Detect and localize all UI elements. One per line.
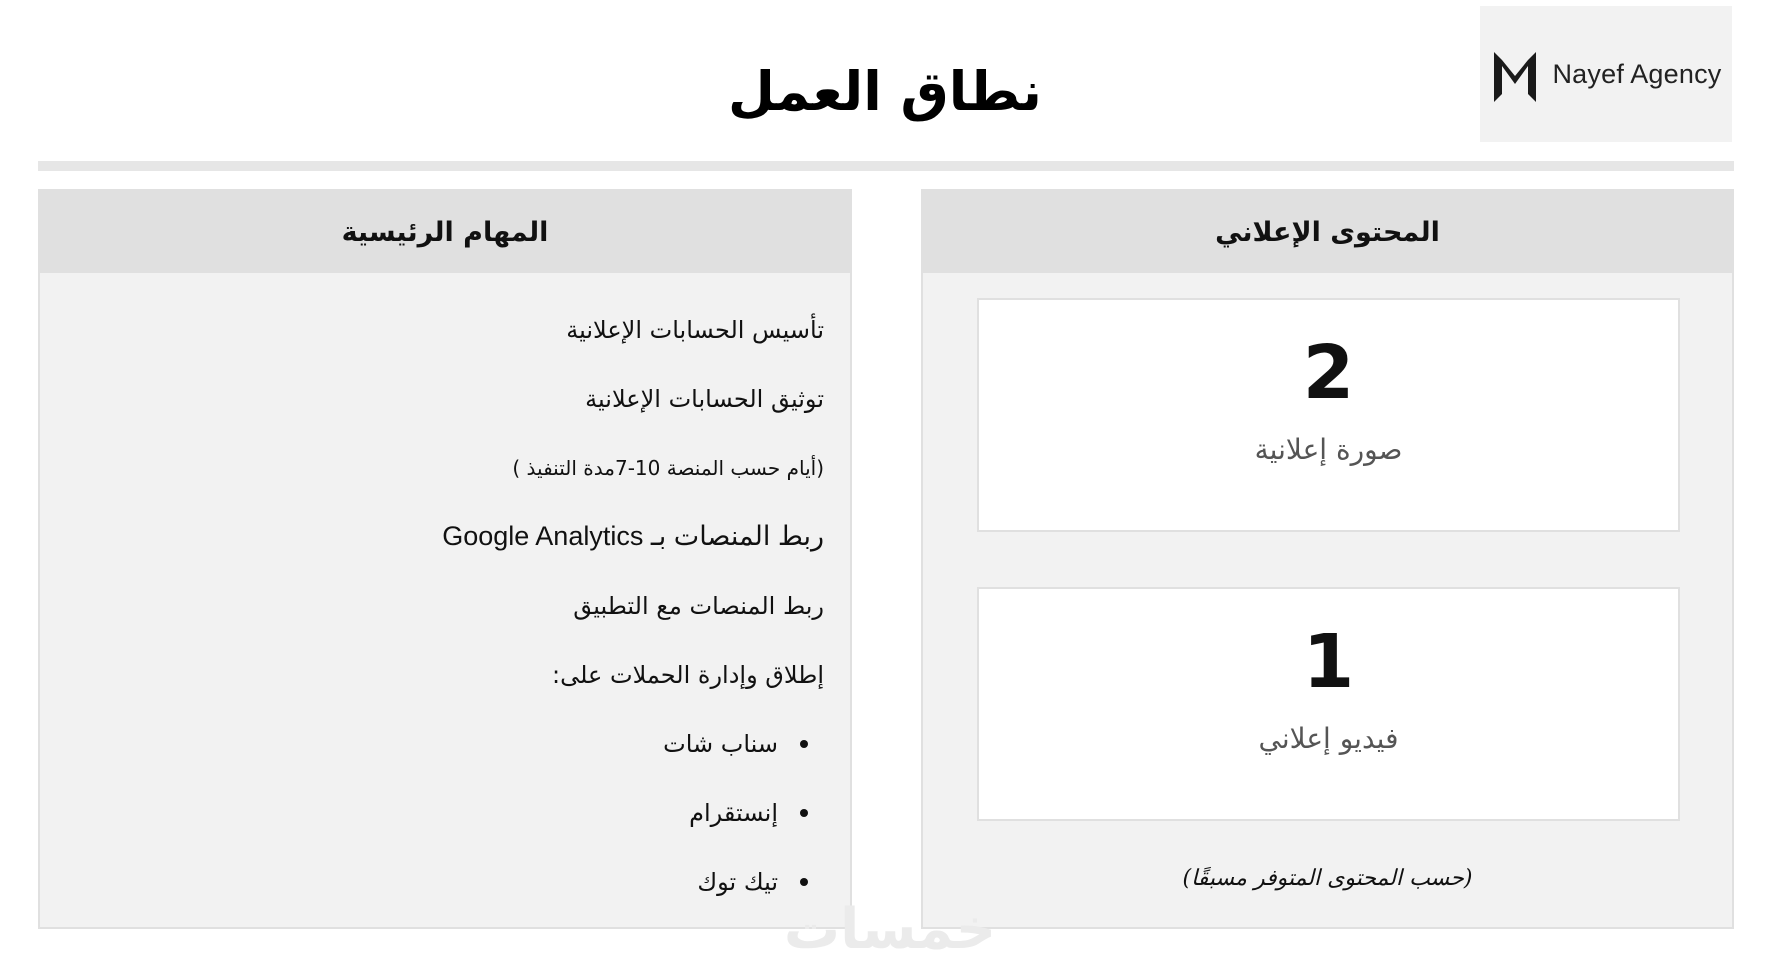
bullet-icon [800, 878, 808, 886]
platform-label: إنستقرام [689, 798, 778, 827]
stat-card-videos [977, 587, 1680, 821]
platform-item [84, 847, 824, 916]
stat-number: 1 [1302, 619, 1355, 705]
stat-card-images [977, 298, 1680, 532]
stat-label: صورة إعلانية [1254, 433, 1403, 466]
task-item: ربط المنصات بـ Google Analytics [442, 521, 824, 551]
task-item: تأسيس الحسابات الإعلانية [566, 315, 824, 344]
main-tasks-panel [38, 189, 852, 929]
task-item: إطلاق وإدارة الحملات على: [552, 660, 824, 689]
platform-item [84, 778, 824, 847]
task-item-duration: (أيام حسب المنصة 10-7مدة التنفيذ ) [512, 455, 824, 480]
platform-label: سناب شات [663, 729, 778, 758]
header-divider [38, 161, 1734, 171]
logo-text: Nayef Agency [1552, 58, 1722, 89]
stat-label: فيديو إعلاني [1258, 722, 1399, 755]
platform-item [84, 709, 824, 778]
platform-label: تيك توك [697, 867, 778, 896]
stat-number: 2 [1302, 330, 1355, 416]
tasks-list [84, 295, 824, 916]
content-note: (حسب المحتوى المتوفر مسبقًا) [1182, 866, 1473, 891]
agency-logo [1480, 6, 1732, 142]
bullet-icon [800, 809, 808, 817]
ad-content-panel [921, 189, 1734, 929]
ad-content-heading: المحتوى الإعلاني [923, 191, 1732, 273]
task-item: توثيق الحسابات الإعلانية [585, 384, 824, 413]
page-title: نطاق العمل [728, 60, 1042, 123]
logo-mark-icon [1490, 44, 1540, 104]
watermark-logo: خمسات [783, 897, 997, 962]
main-tasks-heading: المهام الرئيسية [40, 191, 850, 273]
task-item: ربط المنصات مع التطبيق [573, 591, 824, 620]
bullet-icon [800, 740, 808, 748]
